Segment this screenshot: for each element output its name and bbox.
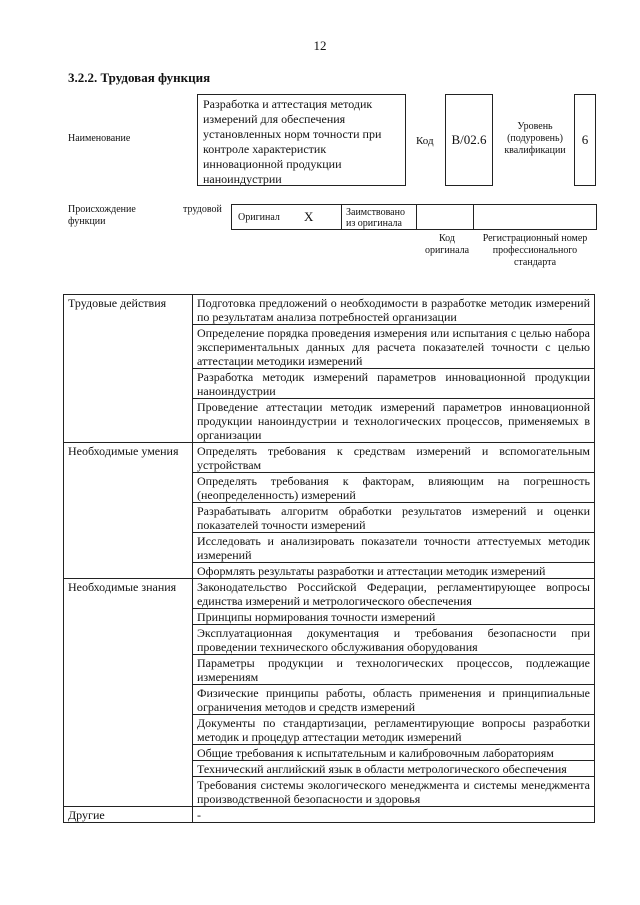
section-item: Параметры продукции и технологических процессов, подлежащие измерениям: [193, 655, 595, 685]
name-label: Наименование: [68, 133, 131, 144]
section-title: 3.2.2. Трудовая функция: [68, 70, 211, 85]
origin-registration-cell: [474, 205, 596, 229]
function-table: [63, 294, 595, 823]
section-item: Разработка методик измерений параметров инновационной продукции наноиндустрии: [193, 369, 595, 399]
section-item: Проведение аттестации методик измерений параметров инновационной продукции наноиндустрии и технологических процессов, применяемых в организации: [193, 399, 595, 443]
origin-table: [231, 204, 597, 230]
page-number: 12: [313, 38, 327, 53]
origin-code-cell: [417, 205, 474, 229]
section-heading: Необходимые знания: [64, 579, 193, 807]
section-item: Оформлять результаты разработки и аттестации методик измерений: [193, 563, 595, 579]
section-item: Определять требования к факторам, влияющим на погрешность (неопределенность) измерений: [193, 473, 595, 503]
code-label: Код: [416, 135, 434, 147]
section-item: Требования системы экологического менеджмента и системы менеджмента производственной безопасности и здоровья: [193, 777, 595, 807]
table-row: [64, 295, 595, 325]
code-value: B/02.6: [445, 94, 493, 186]
section-item: Принципы нормирования точности измерений: [193, 609, 595, 625]
code-original-label: Код оригинала: [424, 233, 470, 256]
origin-label-right: трудовой: [183, 204, 222, 215]
level-value: 6: [574, 94, 596, 186]
name-value: Разработка и аттестация методик измерений для обеспечения установленных норм точности при контроле характеристик инновационной продукции наноиндустрии: [197, 94, 406, 186]
table-row: [64, 579, 595, 609]
section-item: -: [193, 807, 595, 823]
table-row: [64, 807, 595, 823]
section-item: Подготовка предложений о необходимости в разработке методик измерений по результатам анализа потребностей организации: [193, 295, 595, 325]
section-item: Определение порядка проведения измерения или испытания с целью набора экспериментальных данных для расчета показателей точности с целью аттестации методики измерений: [193, 325, 595, 369]
origin-label: Происхождение функции: [68, 204, 136, 227]
section-heading: Необходимые умения: [64, 443, 193, 579]
section-item: Технический английский язык в области метрологического обеспечения: [193, 761, 595, 777]
original-mark: X: [304, 209, 314, 224]
level-label: Уровень (подуровень) квалификации: [504, 121, 566, 156]
section-item: Законодательство Российской Федерации, регламентирующее вопросы единства измерений и метрологического обеспечения: [193, 579, 595, 609]
section-item: Общие требования к испытательным и калибровочным лабораториям: [193, 745, 595, 761]
section-item: Документы по стандартизации, регламентирующие вопросы разработки методик и процедур аттестации методик измерений: [193, 715, 595, 745]
origin-original-cell: [232, 205, 342, 229]
original-label: Оригинал: [238, 212, 280, 223]
table-row: [64, 443, 595, 473]
borrowed-label: Заимствовано из оригинала: [346, 207, 405, 229]
section-item: Физические принципы работы, область применения и принципиальные ограничения методов и средств измерений: [193, 685, 595, 715]
origin-borrowed-cell: [342, 205, 417, 229]
section-heading: Трудовые действия: [64, 295, 193, 443]
section-item: Эксплуатационная документация и требования безопасности при проведении технического обслуживания оборудования: [193, 625, 595, 655]
section-item: Разрабатывать алгоритм обработки результатов измерений и оценки показателей точности измерений: [193, 503, 595, 533]
registration-number-label: Регистрационный номер профессионального стандарта: [482, 233, 588, 268]
section-heading: Другие: [64, 807, 193, 823]
section-item: Исследовать и анализировать показатели точности аттестуемых методик измерений: [193, 533, 595, 563]
section-item: Определять требования к средствам измерений и вспомогательным устройствам: [193, 443, 595, 473]
